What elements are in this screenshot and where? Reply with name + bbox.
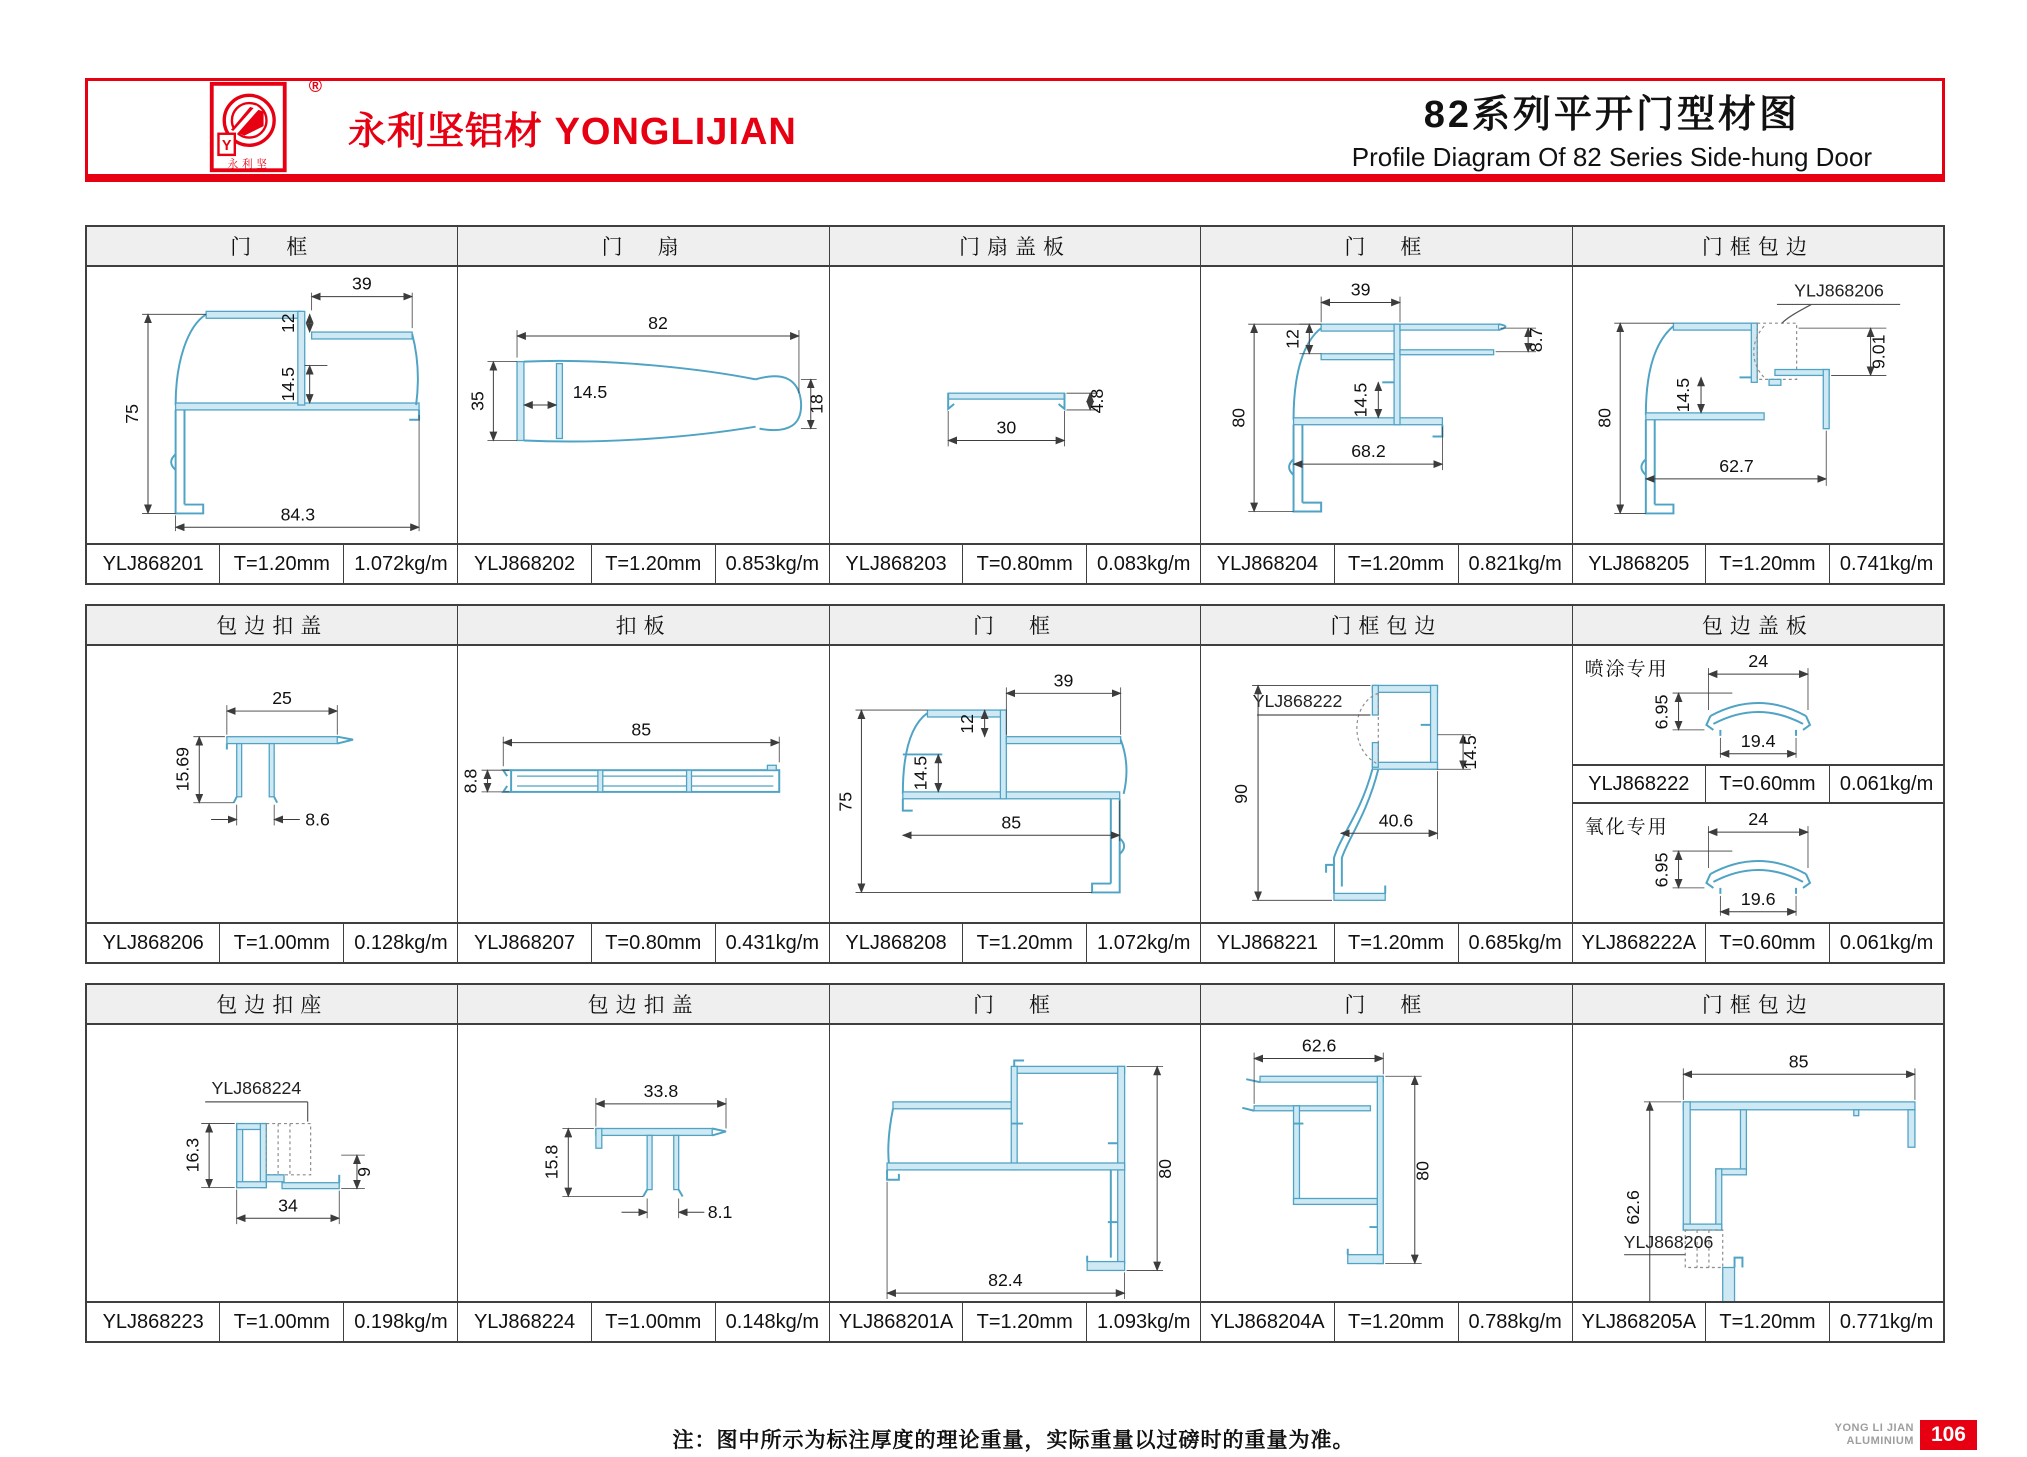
- profile-drawing-YLJ868204: [1201, 267, 1571, 543]
- dim-label: 33.8: [644, 1080, 679, 1101]
- dim-label: 8.1: [708, 1202, 733, 1223]
- dim-label: 24: [1747, 651, 1768, 672]
- profile-table-row-3: [85, 983, 1945, 1343]
- company-logo: [206, 75, 322, 176]
- profile-cell: [1573, 227, 1943, 583]
- profile-weight: 0.061kg/m: [1839, 772, 1934, 795]
- profile-model: YLJ868204: [1201, 545, 1334, 583]
- dim-label: 8.6: [305, 809, 330, 830]
- profile-cell: [1201, 985, 1572, 1341]
- dim-label: 12: [956, 714, 977, 734]
- profile-weight: 1.072kg/m: [1097, 931, 1191, 954]
- profile-spec-row: [458, 1301, 828, 1341]
- dim-label: 16.3: [182, 1137, 203, 1173]
- profile-title: 门框包边: [1573, 227, 1943, 267]
- dim-label: 14.5: [1350, 382, 1371, 418]
- profile-model: YLJ868202: [458, 545, 591, 583]
- profile-model: YLJ868222A: [1573, 924, 1706, 962]
- profile-weight: 0.685kg/m: [1468, 931, 1562, 954]
- profile-drawing-area: [1201, 1025, 1571, 1301]
- brand-title-cn: 永利坚铝材: [348, 111, 544, 153]
- profile-drawing-area: [87, 646, 457, 922]
- profile-spec-row: [458, 922, 828, 962]
- profile-table-row-2: [85, 604, 1945, 964]
- page-title: [1352, 83, 1872, 173]
- badge-brand-bottom: ALUMINIUM: [1846, 1435, 1914, 1447]
- profile-spec-row: [1573, 922, 1943, 962]
- subsection-label: 氧化专用: [1584, 817, 1669, 838]
- profile-spec-row: [1573, 764, 1943, 804]
- profile-thickness: T=1.20mm: [1335, 545, 1459, 583]
- dim-label: 12: [277, 313, 298, 334]
- profile-thickness: T=1.20mm: [592, 545, 716, 583]
- dim-label: 34: [278, 1195, 298, 1216]
- profile-weight: 0.853kg/m: [725, 552, 820, 575]
- page-badge: [1835, 1420, 1977, 1450]
- dim-label: 14.5: [1672, 377, 1693, 413]
- profile-title: 包边盖板: [1573, 606, 1943, 646]
- dim-label: 82: [648, 313, 669, 334]
- profile-drawing-YLJ868207: [458, 646, 828, 922]
- dim-label: 85: [1001, 812, 1021, 833]
- profile-model: YLJ868203: [830, 545, 963, 583]
- profile-title: 门 框: [830, 606, 1200, 646]
- profile-weight: 0.061kg/m: [1839, 931, 1934, 954]
- dim-label: 80: [1593, 407, 1614, 428]
- profile-drawing-area: [830, 267, 1200, 543]
- dim-label: 9: [353, 1166, 374, 1177]
- dim-label: 19.6: [1740, 888, 1776, 909]
- profile-model: YLJ868201: [87, 545, 220, 583]
- dim-label: 80: [1154, 1159, 1175, 1179]
- dim-label: 80: [1412, 1161, 1433, 1181]
- profile-weight: 1.093kg/m: [1097, 1310, 1191, 1333]
- dim-label: 39: [352, 273, 372, 294]
- dim-label: 35: [467, 391, 488, 411]
- page-number: 106: [1920, 1420, 1977, 1450]
- dim-label: 6.95: [1651, 852, 1672, 888]
- profile-thickness: T=1.20mm: [1335, 924, 1459, 962]
- profile-weight: 0.148kg/m: [725, 1310, 820, 1333]
- profile-spec-row: [830, 543, 1200, 583]
- dim-label: 15.8: [541, 1144, 562, 1180]
- profile-drawing-area: [1201, 646, 1571, 922]
- profile-model: YLJ868205A: [1573, 1303, 1706, 1341]
- dim-label: 62.7: [1718, 456, 1754, 477]
- profile-drawing-area: [1573, 1025, 1943, 1301]
- page-title-cn: 82系列平开门型材图: [1423, 93, 1801, 136]
- profile-title: 包边扣盖: [87, 606, 457, 646]
- profile-thickness: T=1.20mm: [963, 1303, 1087, 1341]
- dim-label: 24: [1747, 809, 1768, 830]
- dim-label: 75: [835, 791, 856, 812]
- profile-title: 门框包边: [1573, 985, 1943, 1025]
- profile-drawing-area: [830, 1025, 1200, 1301]
- profile-model: YLJ868204A: [1201, 1303, 1334, 1341]
- profile-drawing-YLJ868203: [830, 267, 1200, 543]
- profile-spec-row: [830, 922, 1200, 962]
- dim-label: 14.5: [910, 755, 931, 791]
- profile-title: 门 框: [830, 985, 1200, 1025]
- profile-weight: 0.198kg/m: [354, 1310, 448, 1333]
- profile-thickness: T=1.00mm: [592, 1303, 716, 1341]
- profile-model: YLJ868224: [458, 1303, 591, 1341]
- profile-cell: [87, 227, 458, 583]
- profile-spec-row: [1573, 543, 1943, 583]
- profile-model: YLJ868221: [1201, 924, 1334, 962]
- ref-profile-label: YLJ868224: [211, 1078, 302, 1098]
- profile-drawing-YLJ868205A: [1573, 1025, 1943, 1301]
- brand-title: [348, 100, 797, 155]
- profile-drawing-area: [1573, 267, 1943, 543]
- dim-label: 14.5: [1460, 735, 1481, 770]
- ref-profile-label: YLJ868206: [1623, 1231, 1714, 1252]
- profile-weight: 0.128kg/m: [354, 931, 448, 954]
- profile-cell: [830, 985, 1201, 1341]
- profile-drawing-YLJ868204A: [1201, 1025, 1571, 1301]
- dim-label: 4.8: [1086, 388, 1107, 414]
- dim-label: 15.69: [172, 747, 193, 792]
- dim-label: 14.5: [277, 367, 298, 402]
- profile-weight: 0.083kg/m: [1097, 552, 1191, 575]
- profile-subsection-spray: [1573, 646, 1943, 764]
- profile-title: 门 框: [1201, 227, 1571, 267]
- profile-model: YLJ868207: [458, 924, 591, 962]
- profile-thickness: T=0.60mm: [1706, 924, 1830, 962]
- profile-spec-row: [1573, 1301, 1943, 1341]
- profile-drawing-area: [87, 267, 457, 543]
- profile-subsection-anodized: [1573, 804, 1943, 922]
- dim-label: 62.6: [1302, 1035, 1337, 1056]
- profile-cell: [1201, 227, 1572, 583]
- dim-label: 84.3: [280, 504, 316, 525]
- profile-weight: 0.821kg/m: [1468, 552, 1562, 575]
- dim-label: 68.2: [1351, 441, 1386, 462]
- profile-model: YLJ868201A: [830, 1303, 963, 1341]
- profile-weight: 0.788kg/m: [1468, 1310, 1562, 1333]
- profile-spec-row: [87, 922, 457, 962]
- profile-title: 包边扣座: [87, 985, 457, 1025]
- profile-thickness: T=1.00mm: [220, 924, 344, 962]
- profile-spec-row: [1201, 1301, 1571, 1341]
- dim-label: 90: [1231, 783, 1252, 804]
- profile-title: 门 框: [87, 227, 457, 267]
- ref-profile-label: YLJ868222: [1252, 691, 1343, 712]
- profile-model: YLJ868208: [830, 924, 963, 962]
- brand-title-en: YONGLIJIAN: [554, 111, 797, 153]
- profile-drawing-YLJ868221: [1201, 646, 1571, 922]
- profile-weight: 0.431kg/m: [725, 931, 820, 954]
- dim-label: 6.95: [1651, 694, 1672, 730]
- profile-drawing-YLJ868201: [87, 267, 457, 543]
- profile-drawing-YLJ868206: [87, 646, 457, 922]
- profile-cell: [458, 227, 829, 583]
- dim-label: 40.6: [1379, 810, 1414, 831]
- profile-drawing-area: [87, 1025, 457, 1301]
- profile-spec-row: [87, 543, 457, 583]
- logo-company-name: 永利坚: [227, 157, 271, 170]
- registered-trademark-icon: ®: [308, 75, 322, 96]
- profile-drawing-YLJ868224: [458, 1025, 828, 1301]
- profile-cell: [87, 985, 458, 1341]
- profile-thickness: T=1.20mm: [1706, 1303, 1830, 1341]
- profile-title: 门 框: [1201, 985, 1571, 1025]
- profile-cell: [1201, 606, 1572, 962]
- profile-thickness: T=1.20mm: [1335, 1303, 1459, 1341]
- profile-thickness: T=0.80mm: [963, 545, 1087, 583]
- dim-label: 8.7: [1526, 327, 1547, 353]
- dim-label: 18: [807, 394, 828, 414]
- profile-model: YLJ868206: [87, 924, 220, 962]
- profile-title: 门扇盖板: [830, 227, 1200, 267]
- profile-drawing-YLJ868202: [458, 267, 828, 543]
- profile-weight: 0.741kg/m: [1839, 552, 1934, 575]
- dim-label: 39: [1053, 670, 1074, 691]
- profile-drawing-YLJ868201A: [830, 1025, 1200, 1301]
- dim-label: 39: [1350, 279, 1371, 300]
- profile-weight: 1.072kg/m: [354, 552, 448, 575]
- dim-label: 25: [272, 688, 292, 709]
- profile-model: YLJ868223: [87, 1303, 220, 1341]
- dim-label: 12: [1282, 329, 1303, 349]
- profile-drawing-area: [458, 1025, 828, 1301]
- profile-table-row-1: [85, 225, 1945, 585]
- ref-profile-label: YLJ868206: [1793, 280, 1884, 301]
- profile-thickness: T=1.00mm: [220, 1303, 344, 1341]
- profile-spec-row: [87, 1301, 457, 1341]
- profile-spec-row: [830, 1301, 1200, 1341]
- profile-drawing-area: [830, 646, 1200, 922]
- profile-drawing-YLJ868208: [830, 646, 1200, 922]
- profile-title: 门框包边: [1201, 606, 1571, 646]
- subsection-label: 喷涂专用: [1584, 659, 1669, 680]
- dim-label: 8.8: [461, 768, 482, 794]
- profile-model: YLJ868205: [1573, 545, 1706, 583]
- dim-label: 62.6: [1622, 1190, 1643, 1225]
- profile-spec-row: [1201, 922, 1571, 962]
- profile-drawing-area: [1201, 267, 1571, 543]
- profile-thickness: T=0.80mm: [592, 924, 716, 962]
- yonglijian-logo-icon: [206, 80, 302, 176]
- profile-spec-row: [458, 543, 828, 583]
- profile-cell: [830, 227, 1201, 583]
- page-header: [85, 75, 1945, 182]
- profile-drawing-YLJ868205: [1573, 267, 1943, 543]
- profile-cell: [87, 606, 458, 962]
- profile-cell: [830, 606, 1201, 962]
- dim-label: 82.4: [987, 1270, 1023, 1291]
- profile-title: 包边扣盖: [458, 985, 828, 1025]
- badge-brand-top: YONG LI JIAN: [1834, 1422, 1914, 1435]
- page-title-en: Profile Diagram Of 82 Series Side-hung Door: [1351, 141, 1872, 172]
- profile-thickness: T=1.20mm: [963, 924, 1087, 962]
- dim-label: 19.4: [1740, 730, 1776, 751]
- profile-drawing-area: [458, 646, 828, 922]
- badge-brand-text: [1835, 1422, 1914, 1447]
- dim-label: 85: [1788, 1051, 1809, 1072]
- profile-cell-split: [1573, 606, 1943, 962]
- profile-cell: [458, 606, 829, 962]
- profile-spec-row: [1201, 543, 1571, 583]
- profile-cell: [458, 985, 829, 1341]
- profile-title: 扣板: [458, 606, 828, 646]
- profile-thickness: T=1.20mm: [1706, 545, 1830, 583]
- profile-title: 门 扇: [458, 227, 828, 267]
- dim-label: 85: [631, 719, 652, 740]
- profile-model: YLJ868222: [1573, 766, 1706, 802]
- logo-mark-letter: Y: [221, 137, 232, 154]
- dim-label: 30: [996, 417, 1017, 438]
- profile-weight: 0.771kg/m: [1839, 1310, 1934, 1333]
- profile-drawing-area: [458, 267, 828, 543]
- dim-label: 80: [1228, 407, 1249, 428]
- profile-thickness: T=1.20mm: [220, 545, 344, 583]
- theoretical-weight-note: 注：图中所示为标注厚度的理论重量，实际重量以过磅时的重量为准。: [672, 1429, 1355, 1452]
- profile-thickness: T=0.60mm: [1706, 766, 1830, 802]
- dim-label: 9.01: [1867, 334, 1888, 370]
- profile-cell: [1573, 985, 1943, 1341]
- dim-label: 75: [122, 404, 143, 424]
- profile-drawing-YLJ868223: [87, 1025, 457, 1301]
- dim-label: 14.5: [573, 382, 608, 403]
